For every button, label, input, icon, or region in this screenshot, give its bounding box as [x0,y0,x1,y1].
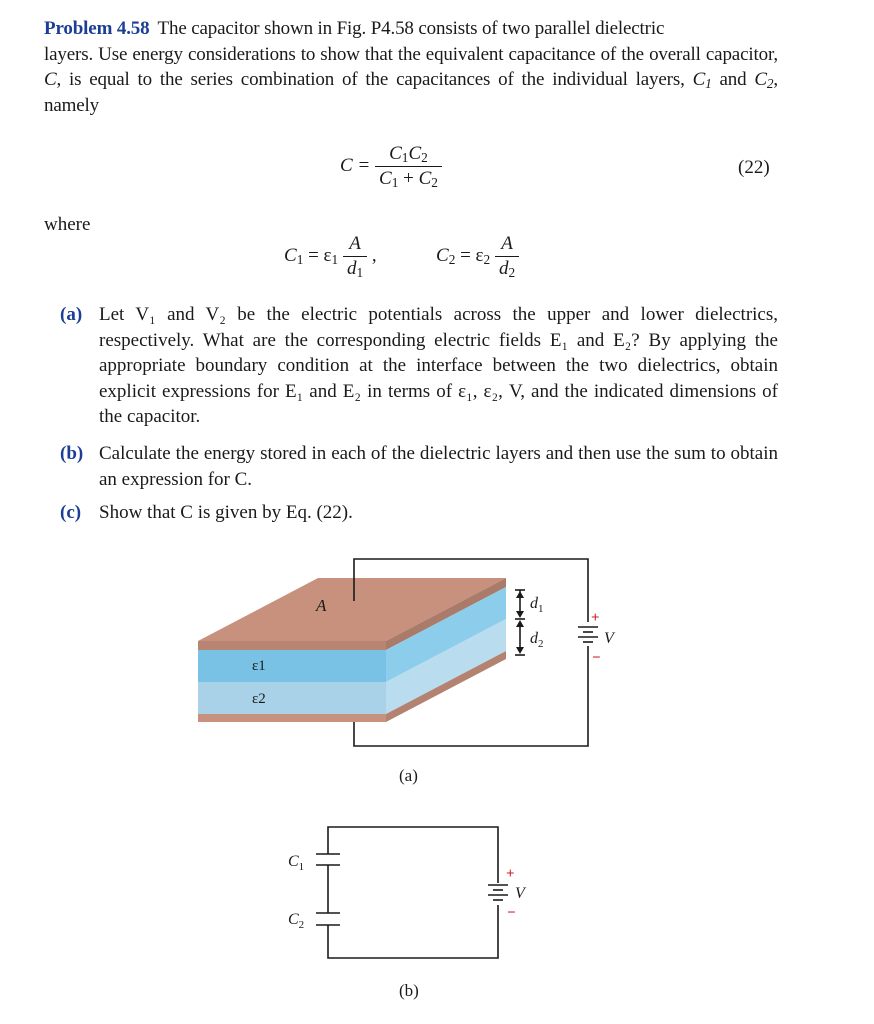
top-plate-front-edge [198,641,386,650]
dielectric-2-front [198,682,386,714]
battery-a-minus: − [592,650,601,666]
symbol-C: C [44,69,57,90]
symbol-C2: $C_2$ [754,69,774,91]
bottom-plate-front [198,714,386,722]
epsilon-2-label: ε2 [252,691,266,707]
b-wire-bottom [328,905,498,958]
symbol-C1: $C_1$ [692,69,712,91]
problem-intro-part1: layers. Use energy considerations to show that the equivalent capacitance of the overall capacitor, [44,43,778,65]
d1-label: $d_1$ [530,595,544,615]
equation-22-number: (22) [738,157,770,178]
item-b-label: (b) [60,443,84,464]
area-label: A [316,596,327,615]
figure-b-circuit [316,827,508,958]
problem-intro-part3: and [711,69,755,90]
c2-label-text: C [288,911,299,928]
c1-label-text: C [288,853,299,870]
figure-b-caption: (b) [399,981,419,1000]
problem-label: Problem 4.58 [44,18,150,39]
equation-c2-definition: $C_2 = \varepsilon_2$ $\frac{A}{d_2}$ [436,232,519,281]
item-c-label: (c) [60,502,82,523]
problem-intro-part2: , is equal to the series combination of the capacitances of the individual layers, [56,69,693,90]
battery-b-minus: − [507,905,516,921]
figure-a-capacitor [198,578,506,722]
d2-label-text: d [530,630,538,647]
dielectric-1-front [198,650,386,682]
where-label: where [44,214,91,235]
problem-intro-part4: , namely [44,69,778,116]
battery-a-voltage-label: V [604,630,614,647]
battery-b-voltage-label: V [515,885,525,902]
battery-b-plus: + [506,866,515,882]
b-wire-main [328,827,498,883]
epsilon-1-label: ε1 [252,658,266,674]
battery-a-plus: + [591,610,600,626]
item-c-text: Show that C is given by Eq. (22). [99,502,353,523]
equation-22-lhs: C = [340,154,371,176]
c2-label: $C_2$ [288,911,305,931]
equation-c1-definition: $C_1 = \varepsilon_1$ $\frac{A}{d_1}$ , [284,233,377,280]
problem-intro-line1: The capacitor shown in Fig. P4.58 consists of two parallel dielectric [157,18,665,39]
d1-label-text: d [530,595,538,612]
d2-label: $d_2$ [530,630,544,650]
figure-a-caption: (a) [399,766,418,785]
equation-22-denominator: $C_1 + C_2$ [379,168,438,190]
item-b-text: Calculate the energy stored in each of the dielectric layers and then use the sum to obtain an expression for C. [99,443,778,490]
item-a-text: Let V₁ and V₂ be the electric potentials across the upper and lower dielectrics, respectively. What are the corresponding electric fields E₁ and E₂? By applying the appropriate boundary condition at the interface between the two dielectrics, obtain explicit expressions for E₁ and E₂ in terms of ε₁, ε₂, V, and the indicated dimensions of the capacitor. [99,304,778,427]
item-a-label: (a) [60,304,83,325]
c1-label: $C_1$ [288,853,305,873]
equation-22-numerator: $C_1C_2$ [375,142,442,167]
